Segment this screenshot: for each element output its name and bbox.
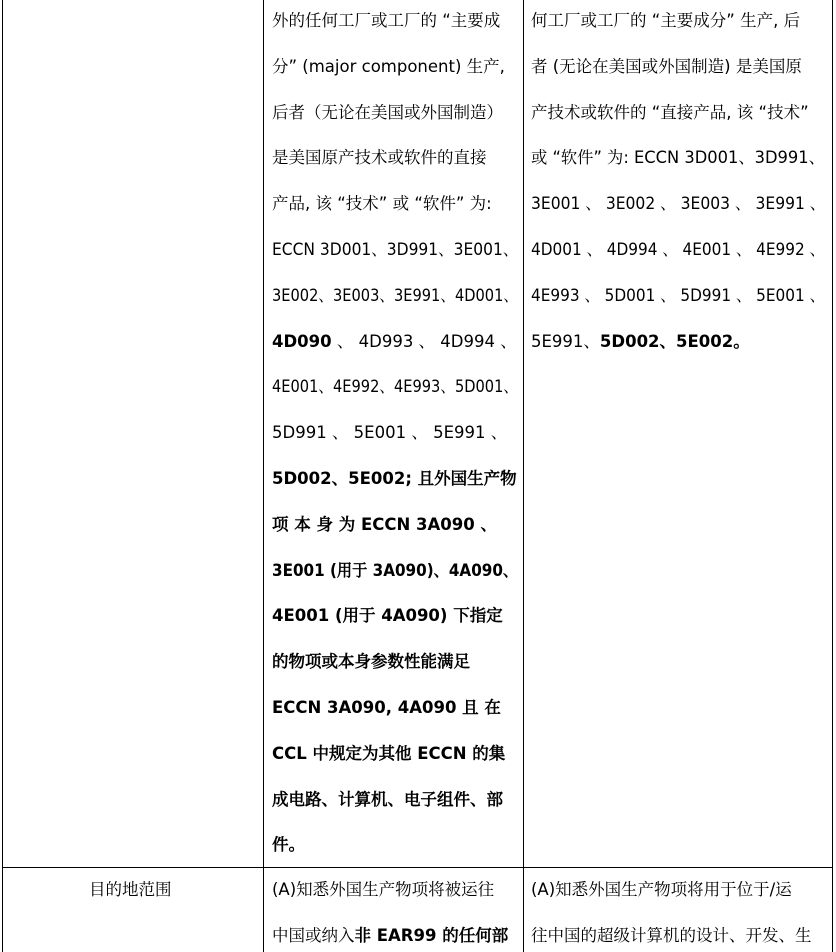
lower-row-column-2-cell bbox=[272, 880, 522, 952]
text-run: 外的任何工厂或工厂的 “主要成 bbox=[272, 11, 501, 30]
bold-text-run: 4E001 (用于 4A090) 下指定 bbox=[272, 606, 503, 626]
upper-column-3-line-7 bbox=[531, 286, 825, 306]
upper-column-2-line-14 bbox=[272, 606, 503, 626]
upper-column-3-line-8 bbox=[531, 332, 750, 352]
upper-column-2-line-8 bbox=[272, 332, 517, 352]
bold-text-run: 5D002、5E002; 且外国生产物 bbox=[272, 469, 517, 488]
upper-column-2-line-10 bbox=[272, 423, 507, 443]
upper-column-3-line-2 bbox=[531, 57, 802, 77]
lower-column-2-line-2 bbox=[272, 926, 508, 946]
text-run: 、 4D993 、 4D994 、 bbox=[331, 331, 517, 351]
upper-column-2-line-7 bbox=[272, 286, 518, 306]
column-divider-1 bbox=[263, 0, 264, 952]
lower-column-2-line-1 bbox=[272, 880, 494, 900]
bold-text-run: 非 EAR99 的任何部 bbox=[354, 926, 509, 945]
text-run: 者 (无论在美国或外国制造) 是美国原 bbox=[531, 56, 802, 76]
text-run: 中国或纳入 bbox=[272, 926, 355, 945]
upper-column-2-line-2 bbox=[272, 57, 505, 77]
text-run: 分” (major component) 生产, bbox=[272, 56, 505, 76]
column-divider-2 bbox=[523, 0, 524, 952]
bold-text-run: CCL 中规定为其他 ECCN 的集 bbox=[272, 743, 506, 763]
bold-text-run: 3E001 (用于 3A090)、4A090、 bbox=[272, 560, 519, 580]
upper-column-2-line-17 bbox=[272, 744, 505, 764]
text-run: 产品, 该 “技术” 或 “软件” 为: bbox=[272, 194, 492, 214]
upper-row-column-2-cell bbox=[272, 11, 522, 861]
row-divider bbox=[2, 867, 833, 868]
text-run: ECCN 3D001、3D991、3E001、 bbox=[272, 240, 519, 259]
text-run: 后者（无论在美国或外国制造） bbox=[272, 102, 503, 122]
text-run: 4D001 、 4D994 、 4E001 、 4E992 、 bbox=[531, 240, 825, 259]
upper-column-2-line-1 bbox=[272, 11, 500, 31]
text-run: (A)知悉外国生产物项将用于位于/运 bbox=[531, 880, 792, 899]
text-run: 5E991、 bbox=[531, 331, 600, 351]
upper-column-2-line-18 bbox=[272, 790, 503, 810]
table-border-left bbox=[2, 0, 3, 952]
bold-text-run: 件。 bbox=[272, 835, 305, 855]
upper-column-2-line-4 bbox=[272, 148, 487, 168]
upper-column-2-line-6 bbox=[272, 240, 518, 260]
text-run: 或 “软件” 为: ECCN 3D001、3D991、 bbox=[531, 148, 825, 168]
text-run: 3E001 、 3E002 、 3E003 、 3E991 、 bbox=[531, 194, 826, 214]
upper-column-2-line-12 bbox=[272, 515, 497, 535]
upper-column-3-line-3 bbox=[531, 103, 809, 123]
text-run: 3E002、3E003、3E991、4D001、 bbox=[272, 285, 518, 305]
lower-row-column-3-cell bbox=[531, 880, 831, 952]
text-run: 是美国原产技术或软件的直接 bbox=[272, 148, 487, 168]
upper-column-3-line-5 bbox=[531, 194, 825, 214]
upper-column-3-line-6 bbox=[531, 240, 825, 260]
upper-column-2-line-15 bbox=[272, 652, 470, 672]
text-run: (A)知悉外国生产物项将被运往 bbox=[272, 880, 495, 899]
text-run: 产技术或软件的 “直接产品, 该 “技术” bbox=[531, 102, 809, 122]
bold-text-run: 的物项或本身参数性能满足 bbox=[272, 652, 470, 672]
text-run: 往中国的超级计算机的设计、开发、生 bbox=[531, 926, 812, 945]
upper-column-2-line-9 bbox=[272, 377, 518, 397]
bold-text-run: 4D090 bbox=[272, 331, 332, 351]
text-run: 4E993 、 5D001 、 5D991 、 5E001 、 bbox=[531, 285, 825, 305]
upper-column-3-line-4 bbox=[531, 148, 825, 168]
bold-text-run: ECCN 3A090, 4A090 且 在 bbox=[272, 698, 501, 717]
upper-column-2-line-5 bbox=[272, 194, 492, 214]
table-border-right bbox=[832, 0, 833, 952]
destination-scope-label: 目的地范围 bbox=[89, 880, 172, 899]
lower-column-3-line-2 bbox=[531, 926, 812, 946]
upper-column-2-line-19 bbox=[272, 835, 305, 855]
upper-column-2-line-13 bbox=[272, 561, 518, 581]
upper-row-column-3-cell bbox=[531, 11, 831, 391]
bold-text-run: 成电路、计算机、电子组件、部 bbox=[272, 789, 503, 809]
bold-text-run: 5D002、5E002。 bbox=[599, 331, 750, 351]
upper-column-2-line-11 bbox=[272, 469, 517, 489]
lower-row-column-1-cell bbox=[3, 870, 262, 952]
lower-column-3-line-1 bbox=[531, 880, 792, 900]
bold-text-run: 项 本 身 为 ECCN 3A090 、 bbox=[272, 514, 497, 534]
upper-column-2-line-16 bbox=[272, 698, 501, 718]
text-run: 何工厂或工厂的 “主要成分” 生产, 后 bbox=[531, 11, 801, 30]
text-run: 4E001、4E992、4E993、5D001、 bbox=[272, 377, 518, 397]
text-run: 5D991 、 5E001 、 5E991 、 bbox=[272, 423, 508, 443]
upper-column-2-line-3 bbox=[272, 103, 503, 123]
upper-column-3-line-1 bbox=[531, 11, 800, 31]
